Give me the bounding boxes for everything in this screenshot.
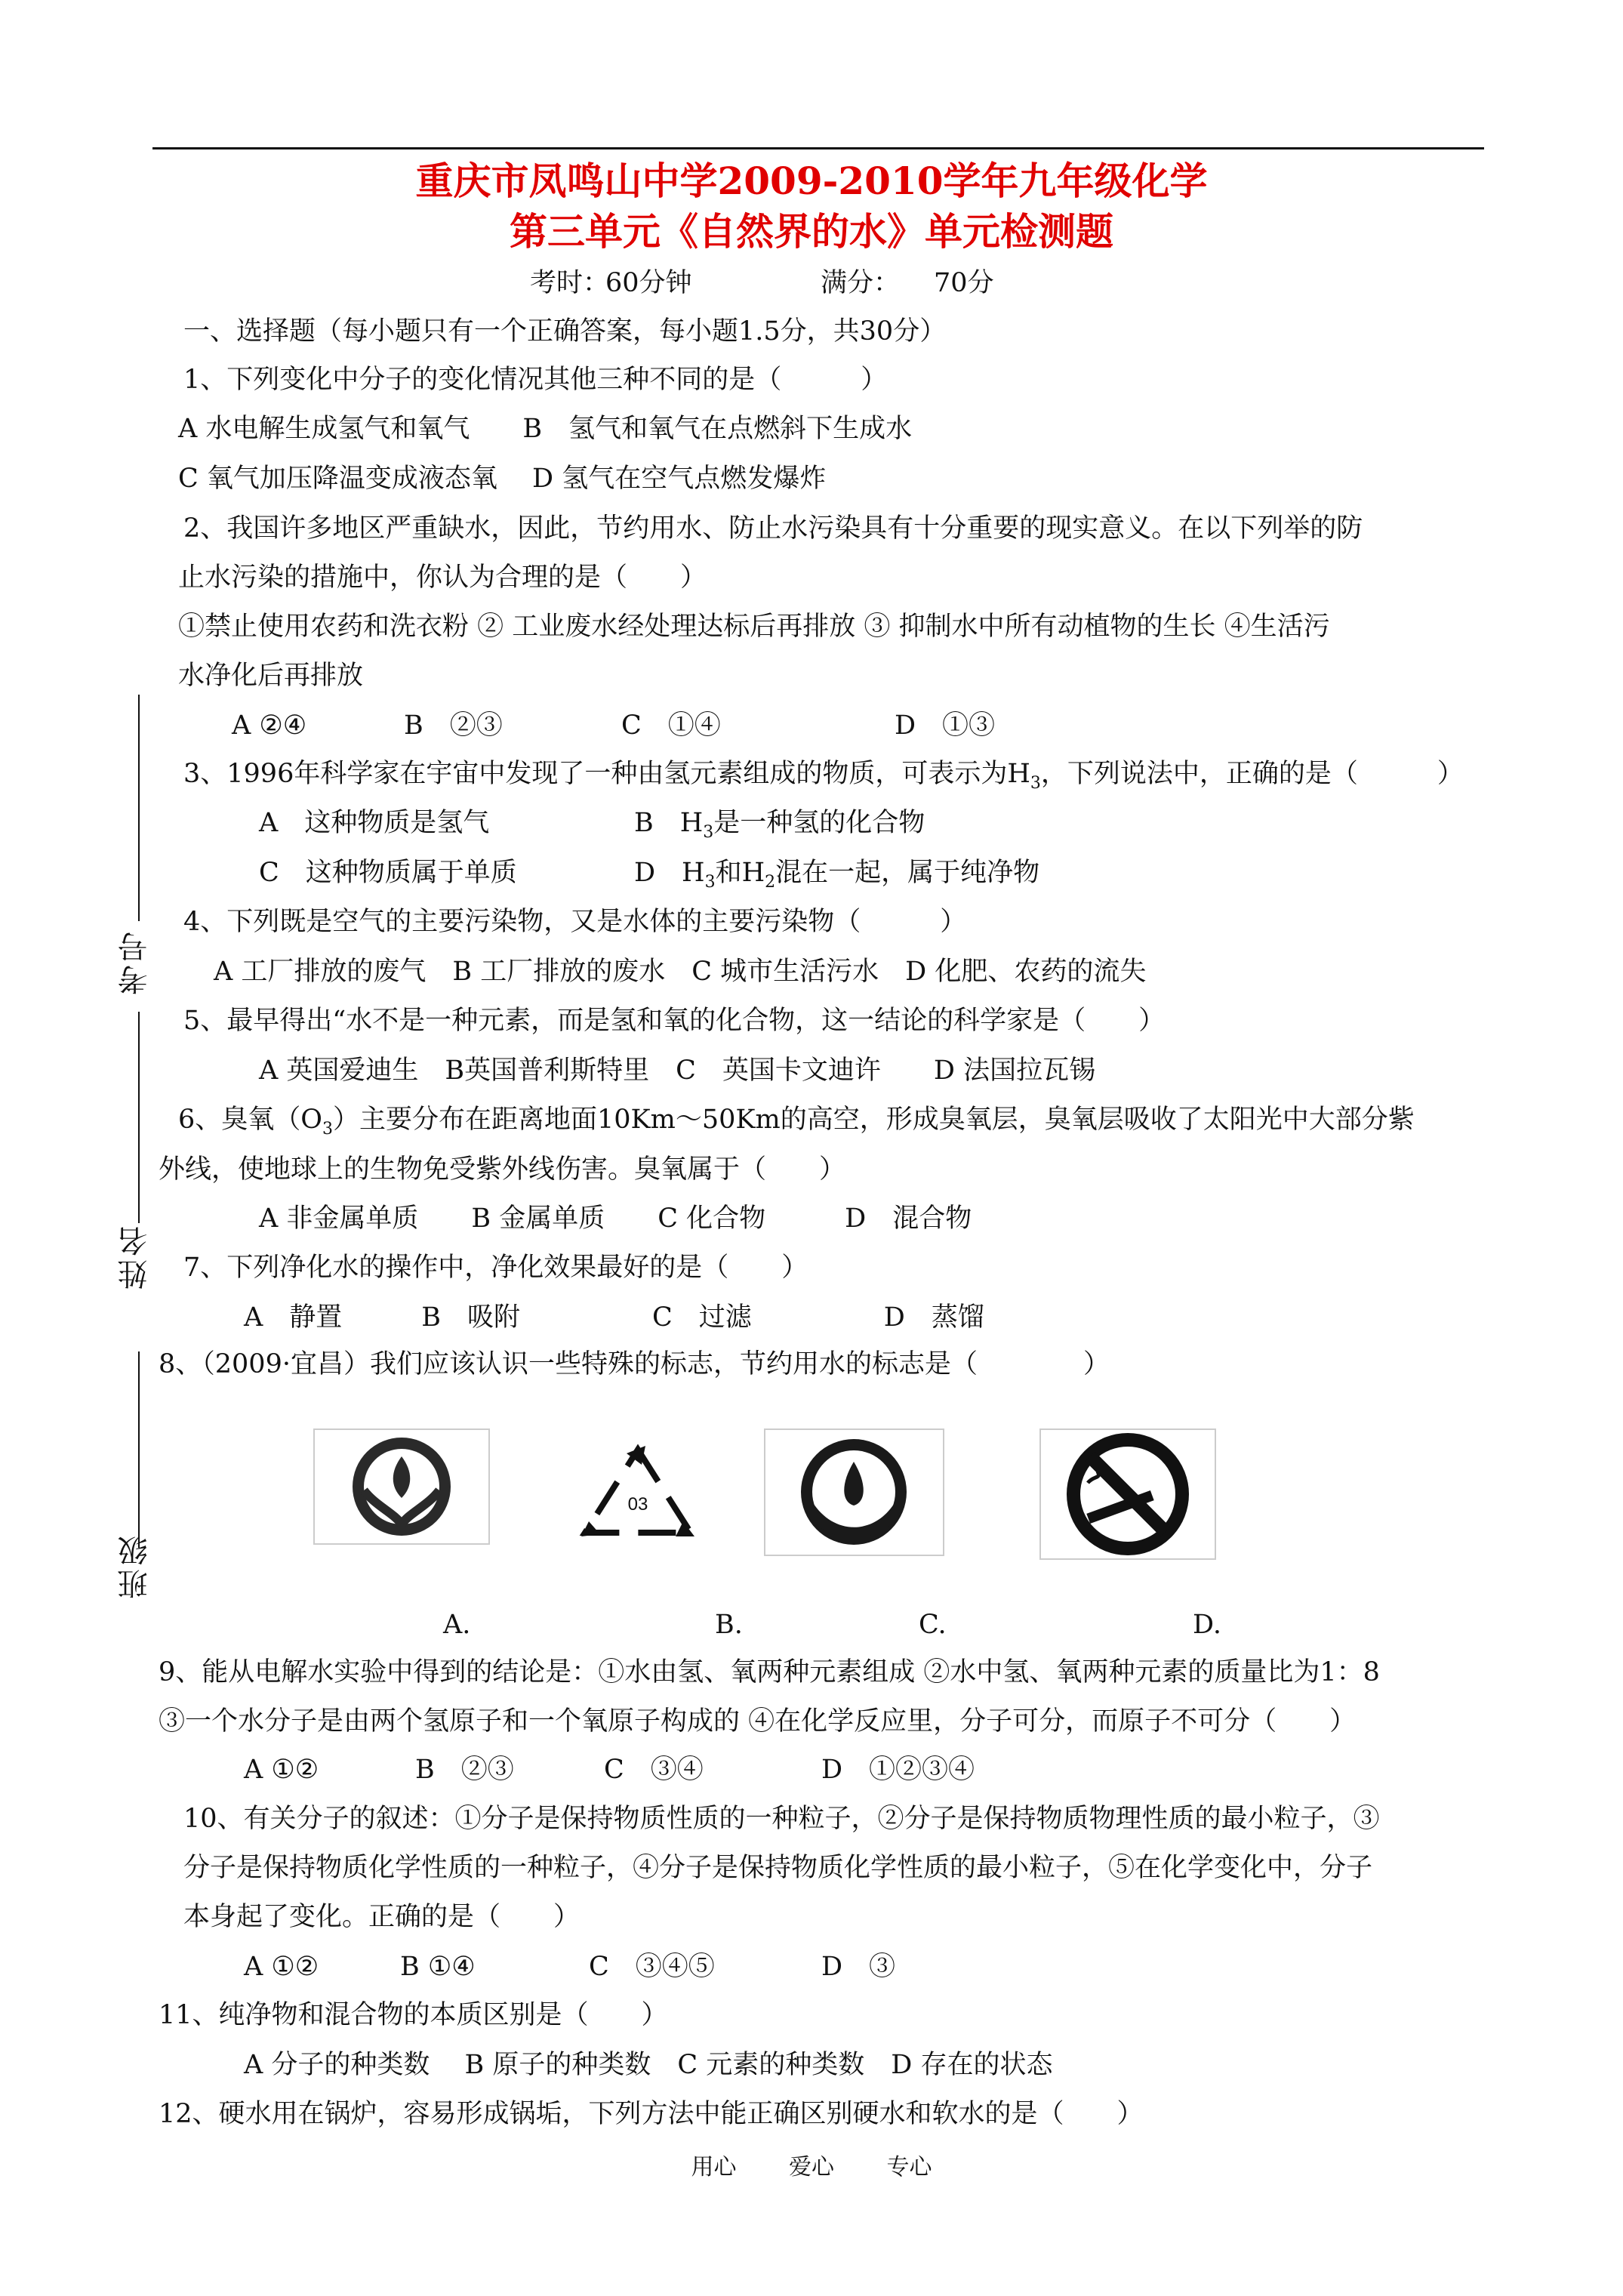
q2-stem-1: 2、我国许多地区严重缺水，因此，节约用水、防止水污染具有十分重要的现实意义。在以下列举的防 (183, 513, 1363, 544)
exam-time-value: 60分钟 (605, 268, 692, 298)
q2-option-c: C ①④ (621, 710, 721, 741)
q1-stem: 1、下列变化中分子的变化情况其他三种不同的是（ ） (183, 365, 888, 395)
exam-time-label: 考时： (530, 268, 610, 298)
q10-stem-1: 10、有关分子的叙述：①分子是保持物质性质的一种粒子，②分子是保持物质物理性质的最小粒子，③ (183, 1804, 1380, 1834)
class-label: 班级 (118, 1533, 152, 1599)
header-rule (152, 147, 1484, 149)
q2-items-1: ①禁止使用农药和洗衣粉 ② 工业废水经处理达标后再排放 ③ 抑制水中所有动植物的生长 ④生活污 (178, 612, 1330, 642)
q11-options: A 分子的种类数 B 原子的种类数 C 元素的种类数 D 存在的状态 (244, 2050, 1053, 2080)
q2-option-d: D ①③ (895, 710, 996, 741)
q10-option-b: B ①④ (400, 1952, 476, 1982)
q1-options-ab: A 水电解生成氢气和氧气 B 氢气和氧气在点燃斜下生成水 (178, 414, 913, 444)
footer-text-3: 专心 (886, 2154, 932, 2180)
q8-label-a: A. (443, 1610, 471, 1640)
q4-options: A 工厂排放的废气 B 工厂排放的废水 C 城市生活污水 D 化肥、农药的流失 (214, 957, 1147, 987)
q3-option-d: D $H_3$和$H_2$混在一起，属于纯净物 (634, 858, 1040, 892)
exam-no-line (138, 695, 140, 921)
q6-options: A 非金属单质 B 金属单质 C 化合物 D 混合物 (259, 1203, 972, 1234)
name-line (138, 1012, 140, 1223)
q1-options-cd: C 氧气加压降温变成液态氧 D 氢气在空气点燃发爆炸 (178, 464, 827, 494)
water-saving-icon (764, 1428, 944, 1556)
full-score-label: 满分： (821, 268, 901, 298)
q9-stem-1: 9、能从电解水实验中得到的结论是：①水由氢、氧两种元素组成 ②水中氢、氧两种元素的质量比为1：8 (159, 1657, 1380, 1687)
q8-label-b: B. (715, 1610, 743, 1640)
no-smoking-icon (1039, 1428, 1216, 1560)
q11-stem: 11、纯净物和混合物的本质区别是（ ） (159, 2000, 668, 2030)
q3-option-b: B $H_3$是一种氢的化合物 (634, 808, 925, 842)
q9-option-a: A ①② (244, 1755, 319, 1785)
q6-stem-2: 外线，使地球上的生物免受紫外线伤害。臭氧属于（ ） (159, 1154, 846, 1185)
q10-option-a: A ①② (244, 1952, 319, 1982)
footer-text-1: 用心 (691, 2154, 737, 2180)
q3-option-a: A 这种物质是氢气 (259, 808, 490, 838)
q9-stem-2: ③一个水分子是由两个氢原子和一个氧原子构成的 ④在化学反应里，分子可分，而原子不可分（ ） (159, 1706, 1357, 1737)
q5-stem: 5、最早得出“水不是一种元素，而是氢和氧的化合物，这一结论的科学家是（ ） (183, 1006, 1166, 1036)
full-score-value: 70分 (934, 268, 994, 298)
q12-stem: 12、硬水用在锅炉，容易形成锅垢，下列方法中能正确区别硬水和软水的是（ ） (159, 2099, 1144, 2129)
q4-stem: 4、下列既是空气的主要污染物，又是水体的主要污染物（ ） (183, 907, 967, 937)
q7-options: A 静置 B 吸附 C 过滤 D 蒸馏 (244, 1302, 984, 1333)
q2-option-a: A ②④ (232, 710, 307, 741)
recycle-icon (570, 1435, 706, 1548)
section-heading: 一、选择题（每小题只有一个正确答案，每小题1.5分，共30分） (183, 316, 947, 347)
q10-option-c: C ③④⑤ (589, 1952, 715, 1982)
footer-text-2: 爱心 (789, 2154, 834, 2180)
q10-stem-2: 分子是保持物质化学性质的一种粒子，④分子是保持物质化学性质的最小粒子，⑤在化学变化中，分子 (183, 1853, 1373, 1883)
name-label: 姓名 (118, 1223, 152, 1290)
page-footer (0, 2148, 1623, 2181)
q9-option-c: C ③④ (604, 1755, 704, 1785)
q9-option-b: B ②③ (415, 1755, 514, 1785)
q7-stem: 7、下列净化水的操作中，净化效果最好的是（ ） (183, 1253, 808, 1283)
q3-stem: 3、1996年科学家在宇宙中发现了一种由氢元素组成的物质，可表示为$H_3$，下列说法中，正确的是（ ） (183, 759, 1464, 793)
q10-option-d: D ③ (821, 1952, 896, 1982)
q10-stem-3: 本身起了变化。正确的是（ ） (183, 1902, 581, 1932)
title-line-1: 重庆市凤鸣山中学2009-2010学年九年级化学 (415, 159, 1208, 203)
q2-option-b: B ②③ (404, 710, 503, 741)
class-line (138, 1351, 140, 1548)
svg-text:03: 03 (627, 1494, 648, 1515)
q8-label-d: D. (1193, 1610, 1221, 1640)
green-food-icon (313, 1428, 490, 1545)
q2-stem-2: 止水污染的措施中，你认为合理的是（ ） (178, 562, 707, 593)
exam-no-label: 考号 (118, 929, 152, 995)
q9-option-d: D ①②③④ (821, 1755, 975, 1785)
title-line-2: 第三单元《自然界的水》单元检测题 (510, 209, 1113, 254)
q8-stem: 8、（2009·宜昌）我们应该认识一些特殊的标志，节约用水的标志是（ ） (159, 1349, 1110, 1379)
q6-stem-1: 6、臭氧$(O_3)$主要分布在距离地面10Km～50Km的高空，形成臭氧层，臭氧层吸收了太阳光中大部分紫 (178, 1105, 1415, 1139)
q8-label-c: C. (919, 1610, 947, 1640)
q3-option-c: C 这种物质属于单质 (259, 858, 517, 888)
q5-options: A 英国爱迪生 B英国普利斯特里 C 英国卡文迪许 D 法国拉瓦锡 (259, 1056, 1096, 1086)
q2-items-2: 水净化后再排放 (178, 661, 364, 691)
